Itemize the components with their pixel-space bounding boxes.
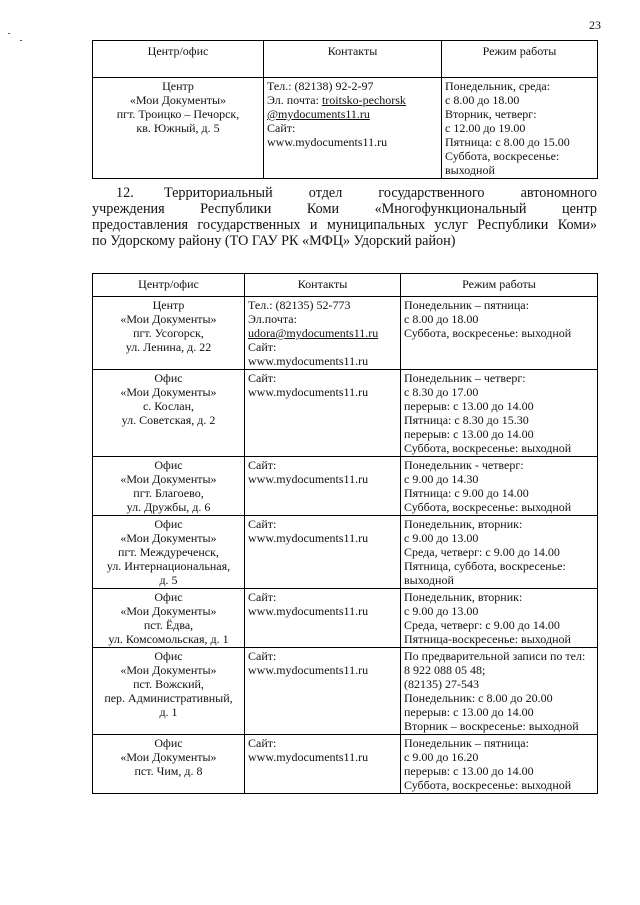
table-row [93,516,598,589]
center-cell [93,648,245,735]
table-row [93,457,598,516]
schedule-line: (82135) 27-543 [404,677,479,691]
center-cell [93,516,245,589]
schedule-line: перерыв: с 13.00 до 14.00 [404,764,534,778]
contacts-line: Сайт: [248,340,277,354]
contacts-line: Эл.почта: [248,312,297,326]
center-line: пст. Ёдва, [143,618,194,632]
schedule-line: Понедельник: с 8.00 до 20.00 [404,691,553,705]
schedule-cell [401,370,598,457]
contacts-line: Сайт: [248,590,277,604]
contacts-cell [264,78,442,179]
schedule-line: Понедельник – пятница: [404,736,529,750]
site-link[interactable]: www.mydocuments11.ru [248,354,369,368]
center-line: ул. Комсомольская, д. 1 [108,632,229,646]
schedule-line: с 9.00 до 13.00 [404,531,479,545]
contacts-cell [245,735,401,794]
header-center: Центр/офис [93,274,245,297]
center-line: Офис [154,649,183,663]
schedule-line: с 8.30 до 17.00 [404,385,479,399]
center-line: Офис [154,458,183,472]
section-number: 12. [116,185,134,201]
center-line: пгт. Междуреченск, [118,545,219,559]
schedule-line: Вторник, четверг: [445,107,537,121]
center-line: Центр [162,79,194,93]
center-line: Офис [154,736,183,750]
contacts-cell [245,648,401,735]
section-text: учреждения Республики Коми «Многофункциональный центр [92,201,597,217]
schedule-line: Суббота, воскресенье: выходной [404,326,572,340]
center-cell [93,297,245,370]
schedule-line: Суббота, воскресенье: выходной [404,441,572,455]
schedule-line: Пятница: с 8.30 до 15.30 [404,413,529,427]
center-line: «Мои Документы» [120,385,217,399]
office-table-udora [92,273,598,794]
email-link[interactable]: udora@mydocuments11.ru [248,326,379,340]
schedule-line: Суббота, воскресенье: [445,149,560,163]
schedule-line: с 9.00 до 14.30 [404,472,479,486]
table-row [93,589,598,648]
center-cell [93,457,245,516]
contacts-line: Сайт: [248,649,277,663]
phone-text: Тел.: (82138) 92-2-97 [267,79,374,93]
center-line: «Мои Документы» [129,93,227,107]
center-line: «Мои Документы» [120,531,217,545]
schedule-line: Понедельник, среда: [445,79,551,93]
contacts-line: Сайт: [248,371,277,385]
contacts-line: Сайт: [248,736,277,750]
schedule-line: Среда, четверг: с 9.00 до 14.00 [404,545,560,559]
schedule-line: Среда, четверг: с 9.00 до 14.00 [404,618,560,632]
center-line: пер. Административный, [104,691,233,705]
site-link[interactable]: www.mydocuments11.ru [267,135,388,149]
contacts-line: Сайт: [248,458,277,472]
section-text: предоставления государственных и муниципальных услуг Республики Коми» [92,217,597,233]
center-line: Офис [154,590,183,604]
contacts-line: Сайт: [248,517,277,531]
schedule-line: Вторник – воскресенье: выходной [404,719,579,733]
center-line: Центр [152,298,185,312]
email-link-cont[interactable]: @mydocuments11.ru [267,107,370,121]
schedule-line: Понедельник - четверг: [404,458,524,472]
center-cell [93,370,245,457]
schedule-line: По предварительной записи по тел: [404,649,586,663]
site-link[interactable]: www.mydocuments11.ru [248,750,369,764]
section-text: по Удорскому району (ТО ГАУ РК «МФЦ» Удорский район) [92,233,456,249]
header-schedule: Режим работы [442,41,598,78]
center-line: ул. Интернациональная, [106,559,231,573]
center-line: пст. Вожский, [133,677,204,691]
table-row [93,78,598,179]
center-line: пгт. Благоево, [133,486,204,500]
table-header-row [93,41,598,78]
center-line: «Мои Документы» [120,472,217,486]
center-cell [93,589,245,648]
schedule-line: 8 922 088 05 48; [404,663,486,677]
center-cell [93,735,245,794]
schedule-line: Понедельник, вторник: [404,517,523,531]
center-line: Офис [154,517,183,531]
contacts-cell [245,457,401,516]
site-link[interactable]: www.mydocuments11.ru [248,663,369,677]
schedule-line: Суббота, воскресенье: выходной [404,778,572,792]
center-line: «Мои Документы» [120,604,217,618]
center-line: Офис [154,371,183,385]
center-line: «Мои Документы» [120,312,217,326]
header-contacts: Контакты [245,274,401,297]
center-line: пгт. Троицко – Печорск, [116,107,240,121]
table-header-row [93,274,598,297]
center-line: д. 5 [159,573,178,587]
table-row [93,735,598,794]
office-table-troitsko [92,40,598,179]
header-center: Центр/офис [93,41,264,78]
contacts-cell [245,589,401,648]
center-line: ул. Советская, д. 2 [121,413,216,427]
schedule-line: перерыв: с 13.00 до 14.00 [404,399,534,413]
center-line: с. Кослан, [142,399,195,413]
email-link[interactable]: troitsko-pechorsk [321,93,406,107]
center-line: д. 1 [159,705,178,719]
schedule-line: Понедельник – четверг: [404,371,526,385]
table-row [93,648,598,735]
center-line: пст. Чим, д. 8 [134,764,203,778]
schedule-line: с 12.00 до 19.00 [445,121,526,135]
schedule-cell [401,457,598,516]
header-contacts: Контакты [264,41,442,78]
center-line: пгт. Усогорск, [133,326,204,340]
schedule-line: Понедельник – пятница: [404,298,529,312]
center-line: ул. Ленина, д. 22 [125,340,212,354]
table-row [93,370,598,457]
table-row [93,297,598,370]
schedule-line: с 8.00 до 18.00 [445,93,520,107]
scan-speck [8,33,10,34]
site-label: Сайт: [267,121,296,135]
schedule-line: перерыв: с 13.00 до 14.00 [404,705,534,719]
schedule-cell [401,516,598,589]
schedule-cell [401,297,598,370]
center-line: «Мои Документы» [120,663,217,677]
section-12-heading [92,185,597,249]
schedule-line: с 8.00 до 18.00 [404,312,479,326]
schedule-cell [401,648,598,735]
scan-speck [20,40,22,41]
schedule-line: Пятница-воскресенье: выходной [404,632,571,646]
schedule-cell [401,589,598,648]
header-schedule: Режим работы [401,274,598,297]
center-line: «Мои Документы» [120,750,217,764]
schedule-line: Пятница, суббота, воскресенье: [404,559,566,573]
section-text: Территориальный отдел государственного автономного [164,185,597,201]
schedule-line: с 9.00 до 16.20 [404,750,479,764]
schedule-line: Пятница: с 8.00 до 15.00 [445,135,570,149]
contacts-cell [245,516,401,589]
schedule-cell [442,78,598,179]
schedule-cell [401,735,598,794]
email-label: Эл. почта: [267,93,322,107]
center-line: ул. Дружбы, д. 6 [126,500,211,514]
contacts-cell [245,297,401,370]
schedule-line: выходной [404,573,454,587]
schedule-line: Понедельник, вторник: [404,590,523,604]
center-cell [93,78,264,179]
site-link[interactable]: www.mydocuments11.ru [248,531,369,545]
schedule-line: Пятница: с 9.00 до 14.00 [404,486,529,500]
site-link[interactable]: www.mydocuments11.ru [248,604,369,618]
schedule-line: перерыв: с 13.00 до 14.00 [404,427,534,441]
site-link[interactable]: www.mydocuments11.ru [248,385,369,399]
page-number: 23 [589,18,601,32]
schedule-line: с 9.00 до 13.00 [404,604,479,618]
schedule-line: выходной [445,163,495,177]
contacts-line: Тел.: (82135) 52-773 [248,298,351,312]
schedule-line: Суббота, воскресенье: выходной [404,500,572,514]
contacts-cell [245,370,401,457]
site-link[interactable]: www.mydocuments11.ru [248,472,369,486]
center-line: кв. Южный, д. 5 [136,121,220,135]
